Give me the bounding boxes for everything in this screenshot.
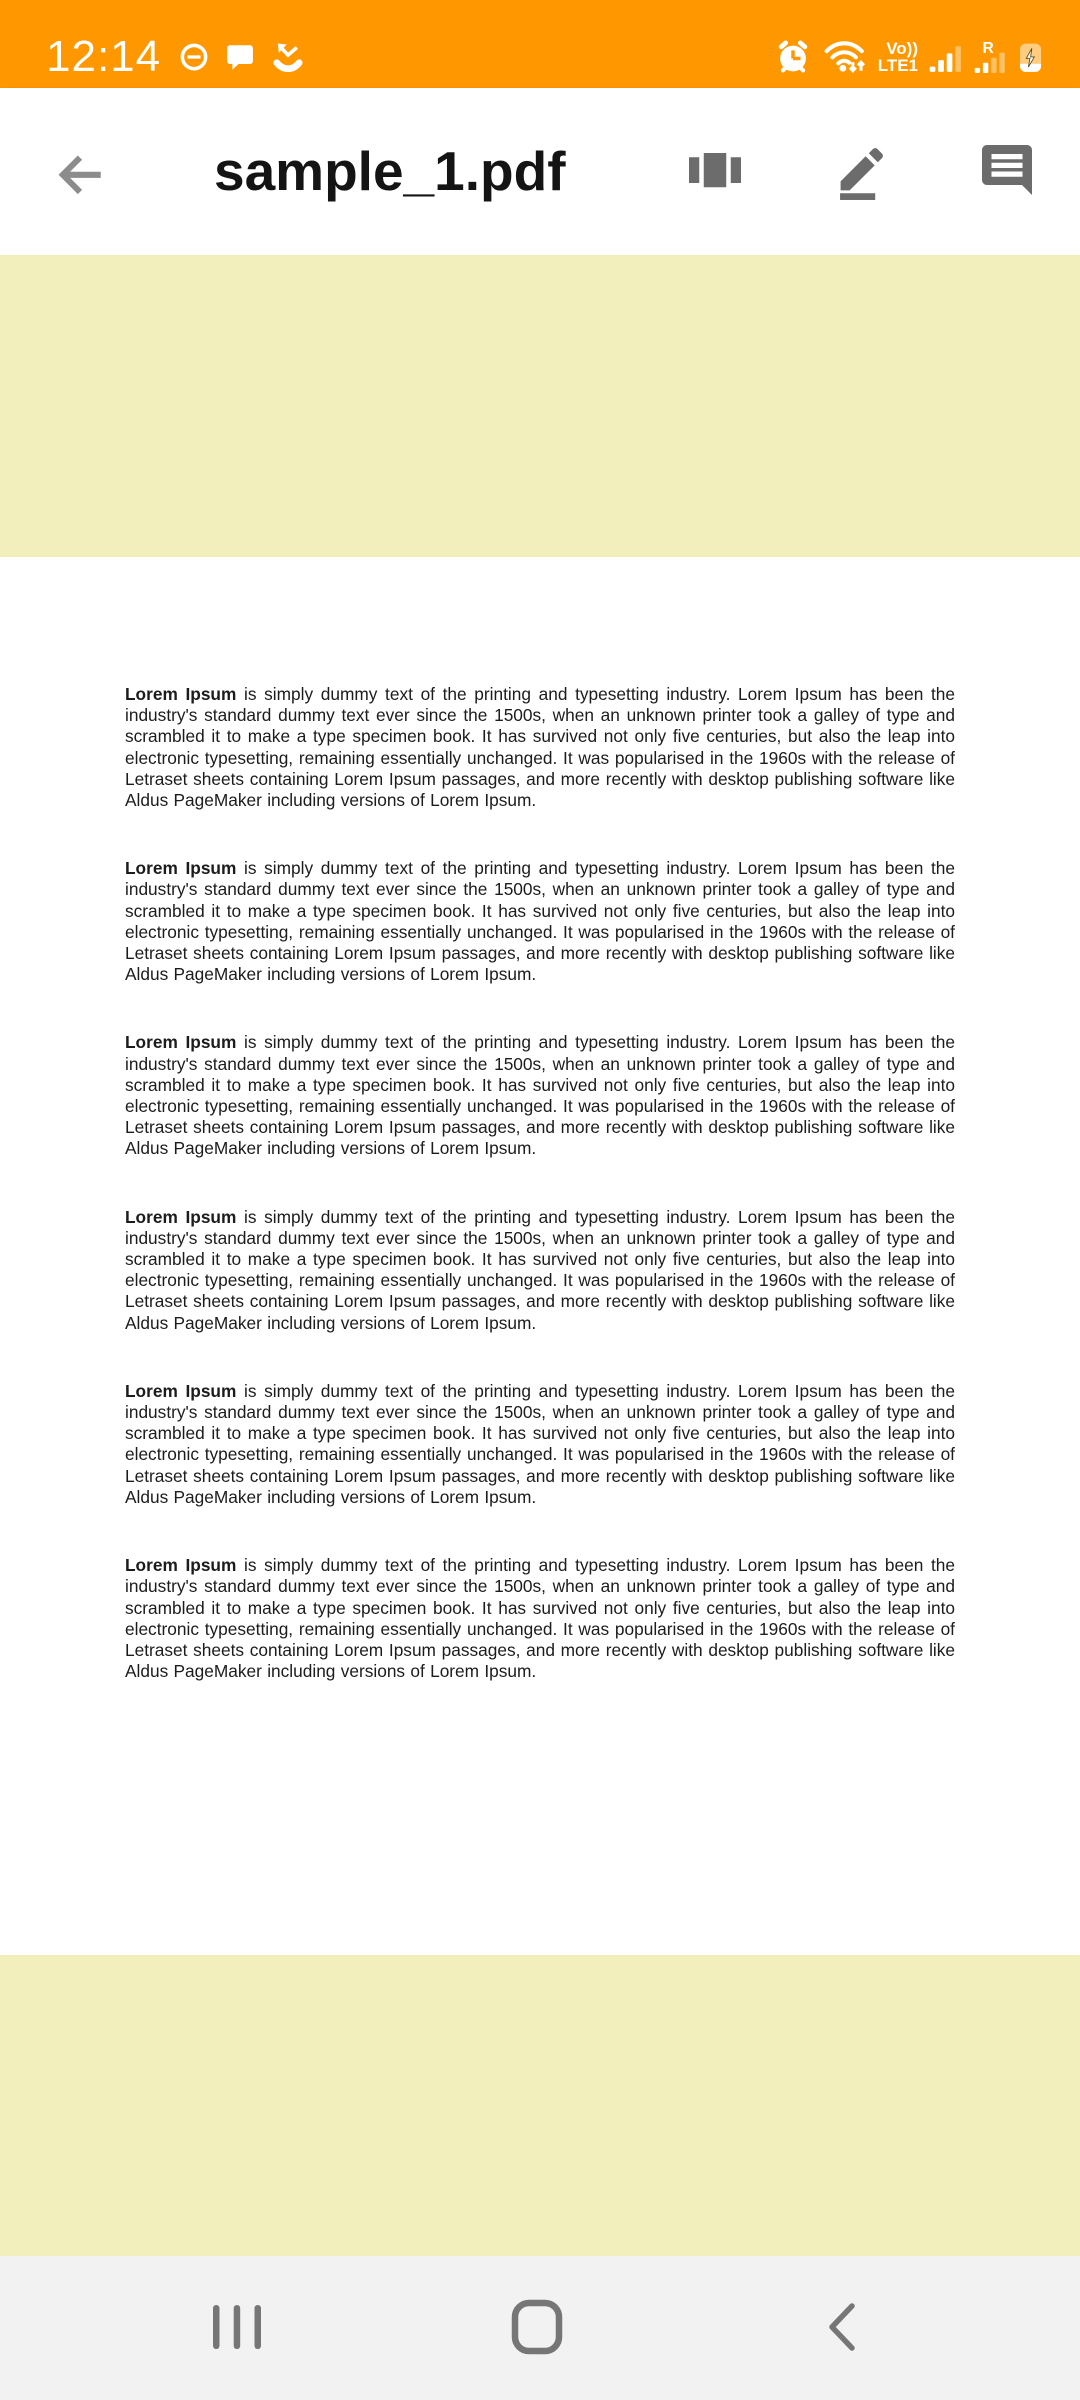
- home-button[interactable]: [482, 2256, 592, 2400]
- pdf-paragraph: Lorem Ipsum is simply dummy text of the printing and typesetting industry. Lorem Ipsum has been the industry's standard dummy text ever since the 1500s, when an unknown printer took a galley of type and scrambled it to make a type specimen book. It has survived not only five centuries, but also the leap into electronic typesetting, remaining essentially unchanged. It was popularised in the 1960s with the release of Letraset sheets containing Lorem Ipsum passages, and more recently with desktop publishing software like Aldus PageMaker including versions of Lorem Ipsum.: [125, 1032, 955, 1159]
- edit-pencil-icon: [830, 139, 892, 204]
- back-button[interactable]: [44, 139, 114, 209]
- recents-button[interactable]: [182, 2256, 292, 2400]
- signal-sim2-roaming-icon: [974, 39, 1008, 75]
- pdf-paragraph: Lorem Ipsum is simply dummy text of the printing and typesetting industry. Lorem Ipsum has been the industry's standard dummy text ever since the 1500s, when an unknown printer took a galley of type and scrambled it to make a type specimen book. It has survived not only five centuries, but also the leap into electronic typesetting, remaining essentially unchanged. It was popularised in the 1960s with the release of Letraset sheets containing Lorem Ipsum passages, and more recently with desktop publishing software like Aldus PageMaker including versions of Lorem Ipsum.: [125, 684, 955, 811]
- wifi-icon: [823, 37, 867, 77]
- comments-button[interactable]: [976, 141, 1038, 203]
- pdf-paragraph-lead: Lorem Ipsum: [125, 1206, 237, 1227]
- system-status-icons: [774, 37, 1042, 77]
- pdf-paragraph-lead: Lorem Ipsum: [125, 1380, 237, 1401]
- pdf-paragraph-lead: Lorem Ipsum: [125, 858, 237, 879]
- document-title: sample_1.pdf: [214, 140, 566, 202]
- recents-icon: [212, 2304, 262, 2353]
- battery-charging-icon: [1019, 42, 1042, 73]
- alarm-icon: [774, 39, 812, 75]
- pdf-paragraph-lead: Lorem Ipsum: [125, 1555, 237, 1576]
- pdf-viewer[interactable]: [0, 255, 1080, 2256]
- home-icon: [511, 2299, 563, 2358]
- pdf-paragraph: Lorem Ipsum is simply dummy text of the printing and typesetting industry. Lorem Ipsum has been the industry's standard dummy text ever since the 1500s, when an unknown printer took a galley of type and scrambled it to make a type specimen book. It has survived not only five centuries, but also the leap into electronic typesetting, remaining essentially unchanged. It was popularised in the 1960s with the release of Letraset sheets containing Lorem Ipsum passages, and more recently with desktop publishing software like Aldus PageMaker including versions of Lorem Ipsum.: [125, 858, 955, 985]
- comment-icon: [977, 140, 1037, 203]
- pdf-paragraph: Lorem Ipsum is simply dummy text of the printing and typesetting industry. Lorem Ipsum has been the industry's standard dummy text ever since the 1500s, when an unknown printer took a galley of type and scrambled it to make a type specimen book. It has survived not only five centuries, but also the leap into electronic typesetting, remaining essentially unchanged. It was popularised in the 1960s with the release of Letraset sheets containing Lorem Ipsum passages, and more recently with desktop publishing software like Aldus PageMaker including versions of Lorem Ipsum.: [125, 1380, 955, 1507]
- missed-call-icon: [271, 41, 305, 73]
- pdf-paragraph-lead: Lorem Ipsum: [125, 1032, 237, 1053]
- do-not-disturb-icon: [179, 42, 209, 72]
- status-time: 12:14: [46, 32, 162, 81]
- chat-message-icon: [224, 42, 256, 72]
- android-navigation-bar: [0, 2256, 1080, 2400]
- back-nav-button[interactable]: [786, 2256, 896, 2400]
- notification-icons: [179, 41, 305, 73]
- status-bar: [0, 0, 1080, 88]
- volte-label-bottom: LTE1: [877, 56, 918, 75]
- volte-label-top: Vo)): [886, 39, 918, 58]
- pdf-text-block: [125, 684, 955, 1729]
- volte-indicator: [878, 40, 918, 74]
- roaming-label: R: [982, 39, 994, 57]
- view-array-icon: [685, 140, 745, 203]
- pdf-paragraph: Lorem Ipsum is simply dummy text of the printing and typesetting industry. Lorem Ipsum has been the industry's standard dummy text ever since the 1500s, when an unknown printer took a galley of type and scrambled it to make a type specimen book. It has survived not only five centuries, but also the leap into electronic typesetting, remaining essentially unchanged. It was popularised in the 1960s with the release of Letraset sheets containing Lorem Ipsum passages, and more recently with desktop publishing software like Aldus PageMaker including versions of Lorem Ipsum.: [125, 1206, 955, 1333]
- signal-sim1-icon: [929, 40, 963, 74]
- app-toolbar: [0, 88, 1080, 255]
- annotate-button[interactable]: [830, 141, 892, 203]
- back-chevron-icon: [825, 2303, 857, 2354]
- pdf-page: [0, 557, 1080, 1955]
- toolbar-actions: [684, 88, 1038, 255]
- page-view-mode-button[interactable]: [684, 141, 746, 203]
- pdf-paragraph: Lorem Ipsum is simply dummy text of the printing and typesetting industry. Lorem Ipsum has been the industry's standard dummy text ever since the 1500s, when an unknown printer took a galley of type and scrambled it to make a type specimen book. It has survived not only five centuries, but also the leap into electronic typesetting, remaining essentially unchanged. It was popularised in the 1960s with the release of Letraset sheets containing Lorem Ipsum passages, and more recently with desktop publishing software like Aldus PageMaker including versions of Lorem Ipsum.: [125, 1555, 955, 1682]
- pdf-paragraph-lead: Lorem Ipsum: [125, 684, 237, 704]
